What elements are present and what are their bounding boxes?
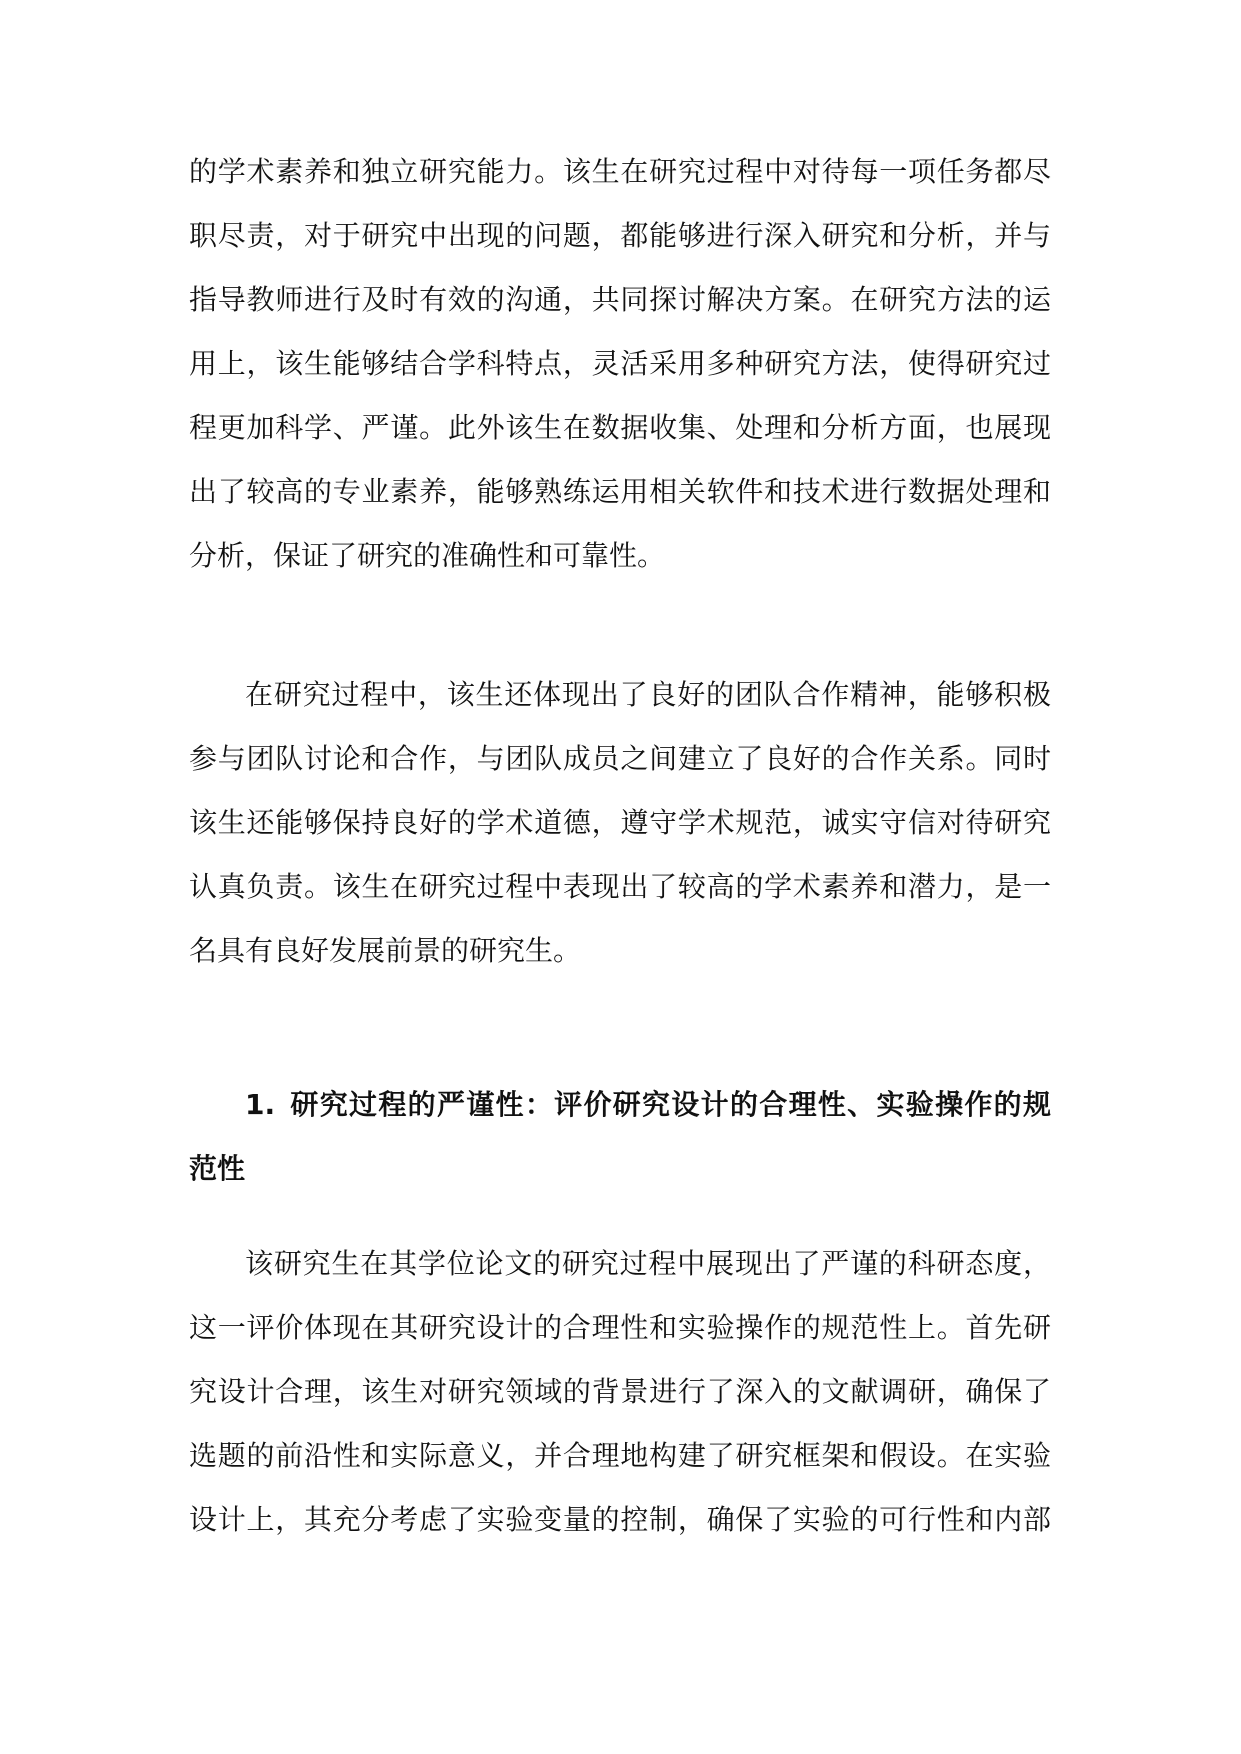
paragraph-1-line-4: 用上，该生能够结合学科特点，灵活采用多种研究方法，使得研究过 — [189, 347, 1051, 380]
paragraph-3-line-1: 该研究生在其学位论文的研究过程中展现出了严谨的科研态度， — [245, 1247, 1051, 1280]
paragraph-1-line-7: 分析，保证了研究的准确性和可靠性。 — [189, 539, 666, 572]
paragraph-1-line-3: 指导教师进行及时有效的沟通，共同探讨解决方案。在研究方法的运 — [189, 283, 1051, 316]
paragraph-1-line-2: 职尽责，对于研究中出现的问题，都能够进行深入研究和分析，并与 — [189, 219, 1051, 252]
paragraph-2-line-4: 认真负责。该生在研究过程中表现出了较高的学术素养和潜力，是一 — [189, 870, 1051, 903]
section-heading-1-number: 1. — [245, 1088, 276, 1121]
paragraph-3-line-5: 设计上，其充分考虑了实验变量的控制，确保了实验的可行性和内部 — [189, 1503, 1051, 1536]
paragraph-2-line-5: 名具有良好发展前景的研究生。 — [189, 934, 582, 967]
paragraph-2-line-2: 参与团队讨论和合作，与团队成员之间建立了良好的合作关系。同时 — [189, 742, 1051, 775]
paragraph-3 — [189, 1232, 1051, 1552]
paragraph-1 — [189, 140, 1051, 588]
paragraph-1-line-5: 程更加科学、严谨。此外该生在数据收集、处理和分析方面，也展现 — [189, 411, 1051, 444]
section-heading-1 — [189, 1073, 1051, 1201]
paragraph-2-line-3: 该生还能够保持良好的学术道德，遵守学术规范，诚实守信对待研究 — [189, 806, 1051, 839]
paragraph-3-line-2: 这一评价体现在其研究设计的合理性和实验操作的规范性上。首先研 — [189, 1311, 1051, 1344]
paragraph-3-line-3: 究设计合理，该生对研究领域的背景进行了深入的文献调研，确保了 — [189, 1375, 1051, 1408]
paragraph-1-line-1: 的学术素养和独立研究能力。该生在研究过程中对待每一项任务都尽 — [189, 155, 1051, 188]
paragraph-1-line-6: 出了较高的专业素养，能够熟练运用相关软件和技术进行数据处理和 — [189, 475, 1051, 508]
section-heading-1-title: 研究过程的严谨性：评价研究设计的合理性、实验操作的规 — [289, 1088, 1051, 1121]
paragraph-2-line-1: 在研究过程中，该生还体现出了良好的团队合作精神，能够积极 — [245, 678, 1051, 711]
section-heading-1-line-2: 范性 — [189, 1152, 246, 1185]
section-heading-1-line-1 — [189, 1073, 1051, 1137]
paragraph-2 — [189, 663, 1051, 983]
paragraph-3-line-4: 选题的前沿性和实际意义，并合理地构建了研究框架和假设。在实验 — [189, 1439, 1051, 1472]
